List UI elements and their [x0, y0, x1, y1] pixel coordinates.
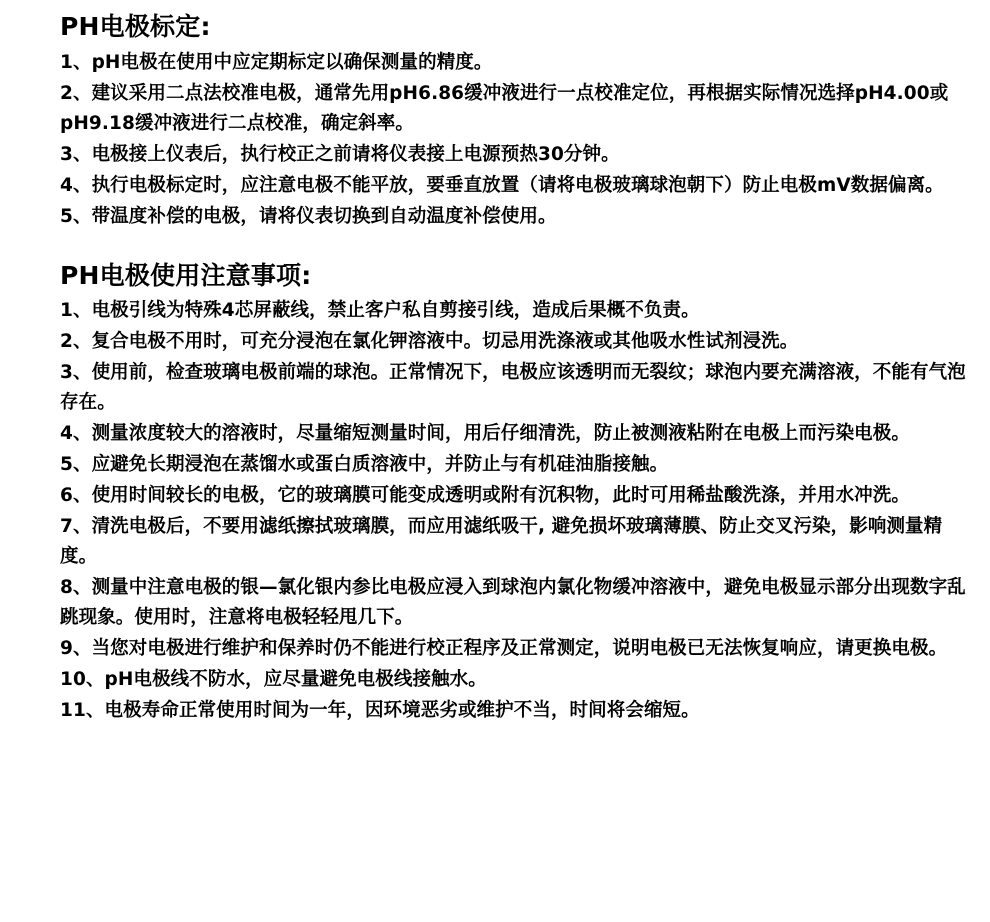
paragraph: 3、使用前，检查玻璃电极前端的球泡。正常情况下，电极应该透明而无裂纹；球泡内要充满溶液，不能有气泡存在。: [60, 362, 966, 414]
section-title-usage-notes: PH电极使用注意事项:: [60, 260, 312, 290]
paragraph: 3、电极接上仪表后，执行校正之前请将仪表接上电源预热30分钟。: [60, 143, 620, 165]
paragraph: 11、电极寿命正常使用时间为一年，因环境恶劣或维护不当，时间将会缩短。: [60, 699, 700, 721]
paragraph: 4、测量浓度较大的溶液时，尽量缩短测量时间，用后仔细清洗，防止被测液粘附在电极上而污染电极。: [60, 423, 910, 445]
paragraph: 2、复合电极不用时，可充分浸泡在氯化钾溶液中。切忌用洗涤液或其他吸水性试剂浸洗。: [60, 331, 799, 353]
section-divider-space: [60, 233, 968, 259]
paragraph: 7、清洗电极后，不要用滤纸擦拭玻璃膜，而应用滤纸吸干, 避免损坏玻璃薄膜、防止交叉污染，影响测量精度。: [60, 516, 943, 568]
paragraph: 5、带温度补偿的电极，请将仪表切换到自动温度补偿使用。: [60, 205, 557, 227]
paragraph: 6、使用时间较长的电极，它的玻璃膜可能变成透明或附有沉积物，此时可用稀盐酸洗涤，并用水冲洗。: [60, 485, 910, 507]
paragraph: 1、电极引线为特殊4芯屏蔽线，禁止客户私自剪接引线，造成后果概不负责。: [60, 300, 700, 322]
paragraph: 10、pH电极线不防水，应尽量避免电极线接触水。: [60, 668, 487, 690]
paragraph: 1、pH电极在使用中应定期标定以确保测量的精度。: [60, 51, 493, 73]
section-usage-notes: [60, 259, 968, 726]
paragraph: 5、应避免长期浸泡在蒸馏水或蛋白质溶液中，并防止与有机硅油脂接触。: [60, 454, 669, 476]
section-calibration: [60, 10, 968, 232]
section-title-calibration: PH电极标定:: [60, 12, 211, 41]
paragraph: 9、当您对电极进行维护和保养时仍不能进行校正程序及正常测定，说明电极已无法恢复响应，请更换电极。: [60, 637, 948, 659]
paragraph: 8、测量中注意电极的银—氯化银内参比电极应浸入到球泡内氯化物缓冲溶液中，避免电极显示部分出现数字乱跳现象。使用时，注意将电极轻轻甩几下。: [60, 577, 966, 628]
paragraph: 2、建议采用二点法校准电极，通常先用pH6.86缓冲液进行一点校准定位，再根据实际情况选择pH4.00或pH9.18缓冲液进行二点校准，确定斜率。: [60, 82, 949, 134]
paragraph: 4、执行电极标定时，应注意电极不能平放，要垂直放置（请将电极玻璃球泡朝下）防止电极mV数据偏离。: [60, 174, 944, 196]
